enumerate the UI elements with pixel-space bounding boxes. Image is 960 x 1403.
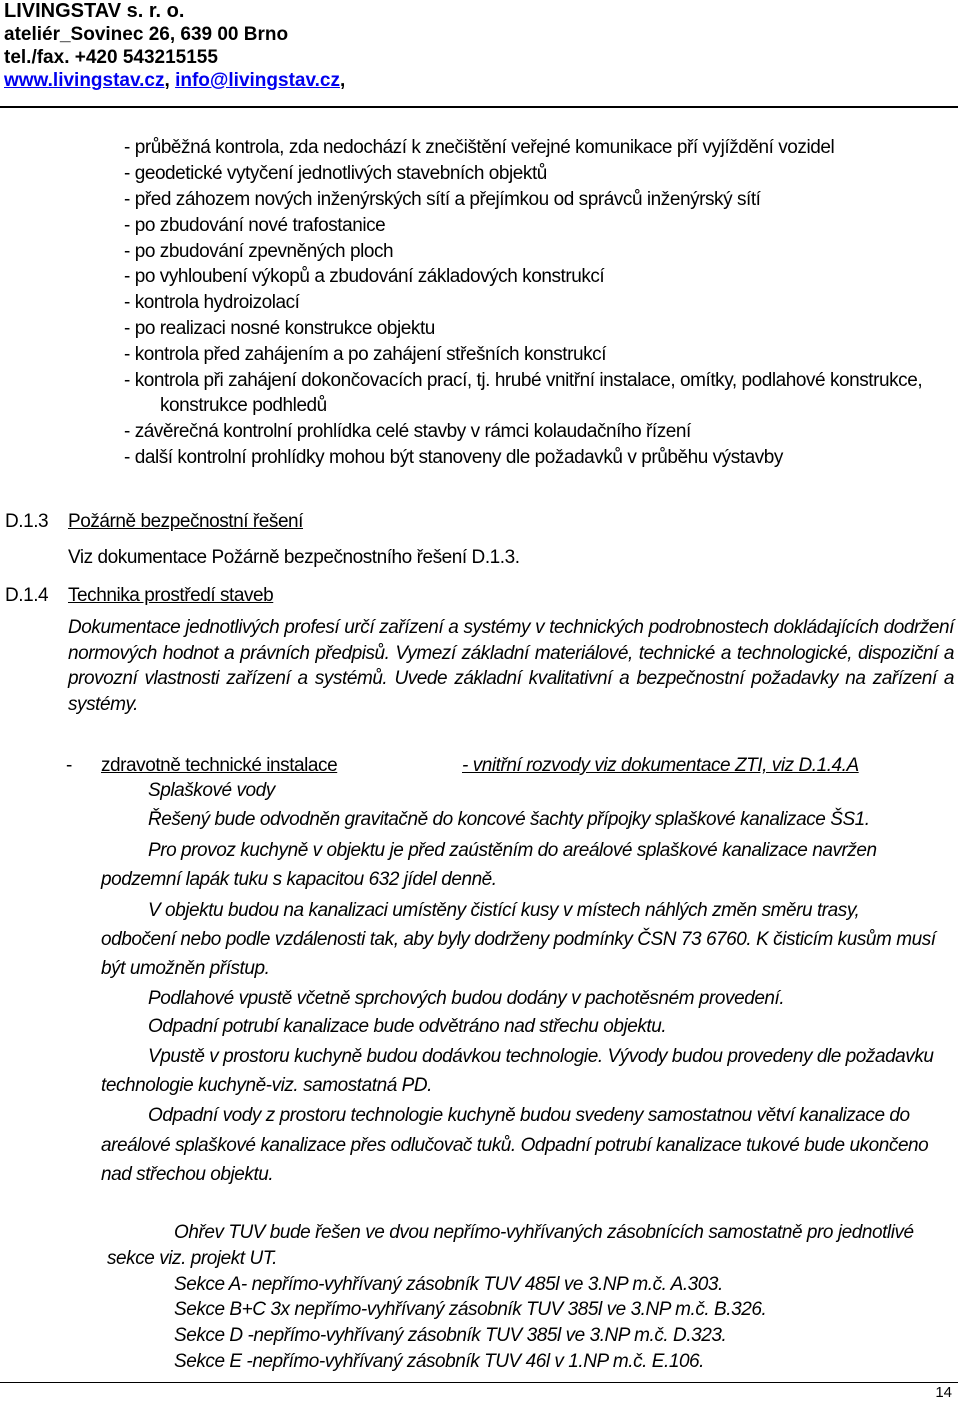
inspection-item-continuation: konstrukce podhledů — [160, 395, 327, 416]
paragraph-line: Sekce E -nepřímo-vyhřívaný zásobník TUV 46l v 1.NP m.č. E.106. — [174, 1351, 705, 1372]
paragraph-line: Řešený bude odvodněn gravitačně do koncové šachty přípojky splaškové kanalizace ŠS1. — [148, 809, 870, 830]
section-number: D.1.4 — [5, 585, 49, 606]
paragraph-line: technologie kuchyně-viz. samostatná PD. — [101, 1075, 432, 1096]
section-text: Viz dokumentace Požárně bezpečnostního řešení D.1.3. — [68, 547, 520, 568]
zti-reference: - vnitřní rozvody viz dokumentace ZTI, viz D.1.4.A — [462, 755, 859, 776]
inspection-item: - kontrola hydroizolací — [124, 292, 300, 313]
paragraph-line: odbočení nebo podle vzdálenosti tak, aby byly dodrženy podmínky ČSN 73 6760. K čisticím kusům musí — [101, 929, 936, 950]
inspection-item: - po realizaci nosné konstrukce objektu — [124, 318, 435, 339]
paragraph-line: Podlahové vpustě včetně sprchových budou dodány v pachotěsném provedení. — [148, 988, 785, 1009]
subheading: Splaškové vody — [148, 780, 275, 801]
inspection-item: - po zbudování zpevněných ploch — [124, 241, 394, 262]
inspection-item: - po vyhloubení výkopů a zbudování základových konstrukcí — [124, 266, 605, 287]
company-contacts — [4, 69, 958, 92]
separator: , — [164, 70, 170, 91]
list-dash: - — [66, 755, 72, 776]
separator: , — [340, 70, 346, 91]
company-name: LIVINGSTAV s. r. o. — [4, 0, 185, 22]
paragraph-line: Sekce D -nepřímo-vyhřívaný zásobník TUV 385l ve 3.NP m.č. D.323. — [174, 1325, 727, 1346]
paragraph-line: nad střechou objektu. — [101, 1164, 274, 1185]
header-divider — [0, 106, 958, 108]
paragraph-line: Odpadní vody z prostoru technologie kuchyně budou svedeny samostatnou větví kanalizace do — [148, 1105, 910, 1126]
inspection-item: - kontrola před zahájením a po zahájení střešních konstrukcí — [124, 344, 607, 365]
footer-divider — [0, 1382, 958, 1383]
paragraph-line: Vpustě v prostoru kuchyně budou dodávkou technologie. Vývody budou provedeny dle požadavku — [148, 1046, 934, 1067]
email-link[interactable]: info@livingstav.cz — [175, 70, 340, 91]
section-number: D.1.3 — [5, 511, 49, 532]
inspection-item: - závěrečná kontrolní prohlídka celé stavby v rámci kolaudačního řízení — [124, 421, 691, 442]
inspection-item: - geodetické vytyčení jednotlivých stavebních objektů — [124, 163, 547, 184]
paragraph-line: podzemní lapák tuku s kapacitou 632 jídel denně. — [101, 869, 497, 890]
section-title: Požárně bezpečnostní řešení — [68, 511, 304, 532]
company-address: ateliér_Sovinec 26, 639 00 Brno — [4, 24, 289, 45]
paragraph-line: Sekce A- nepřímo-vyhřívaný zásobník TUV 485l ve 3.NP m.č. A.303. — [174, 1274, 723, 1295]
website-link[interactable]: www.livingstav.cz — [4, 70, 165, 91]
paragraph-line: sekce viz. projekt UT. — [107, 1248, 277, 1269]
inspection-item: - průběžná kontrola, zda nedochází k znečištění veřejné komunikace pří vyjíždění vozidel — [124, 137, 835, 158]
zti-label: zdravotně technické instalace — [101, 755, 338, 776]
page-number: 14 — [935, 1384, 952, 1401]
paragraph-line: areálové splaškové kanalizace přes odlučovač tuků. Odpadní potrubí kanalizace tukové bude ukončeno — [101, 1135, 929, 1156]
inspection-item: - před záhozem nových inženýrských sítí a přejímkou od správců inženýrský sítí — [124, 189, 761, 210]
inspection-item: - kontrola při zahájení dokončovacích prací, tj. hrubé vnitřní instalace, omítky, podlahové konstrukce, — [124, 370, 923, 391]
company-phone: tel./fax. +420 543215155 — [4, 47, 218, 68]
paragraph-line: Odpadní potrubí kanalizace bude odvětráno nad střechu objektu. — [148, 1016, 667, 1037]
paragraph-line: Ohřev TUV bude řešen ve dvou nepřímo-vyhřívaných zásobnících samostatně pro jednotlivé — [174, 1222, 914, 1243]
letterhead — [4, 0, 958, 92]
section-title: Technika prostředí staveb — [68, 585, 274, 606]
paragraph-line: být umožněn přístup. — [101, 958, 270, 979]
inspection-item: - další kontrolní prohlídky mohou být stanoveny dle požadavků v průběhu výstavby — [124, 447, 783, 468]
inspection-item: - po zbudování nové trafostanice — [124, 215, 386, 236]
paragraph-line: V objektu budou na kanalizaci umístěny čistící kusy v místech náhlých změn směru trasy, — [148, 900, 860, 921]
section-paragraph: Dokumentace jednotlivých profesí určí zařízení a systémy v technických podrobnostech dokládajících dodržení normových hodnot a právních předpisů. Vymezí základní materiálové, technické a technologické, dispoziční a provozní vlastnosti zařízení a systémů. Uvede základní kvalitativní a bezpečnostní požadavky na zařízení a systémy. — [68, 617, 954, 715]
paragraph-line: Pro provoz kuchyně v objektu je před zaústěním do areálové splaškové kanalizace navržen — [148, 840, 877, 861]
paragraph-line: Sekce B+C 3x nepřímo-vyhřívaný zásobník TUV 385l ve 3.NP m.č. B.326. — [174, 1299, 767, 1320]
